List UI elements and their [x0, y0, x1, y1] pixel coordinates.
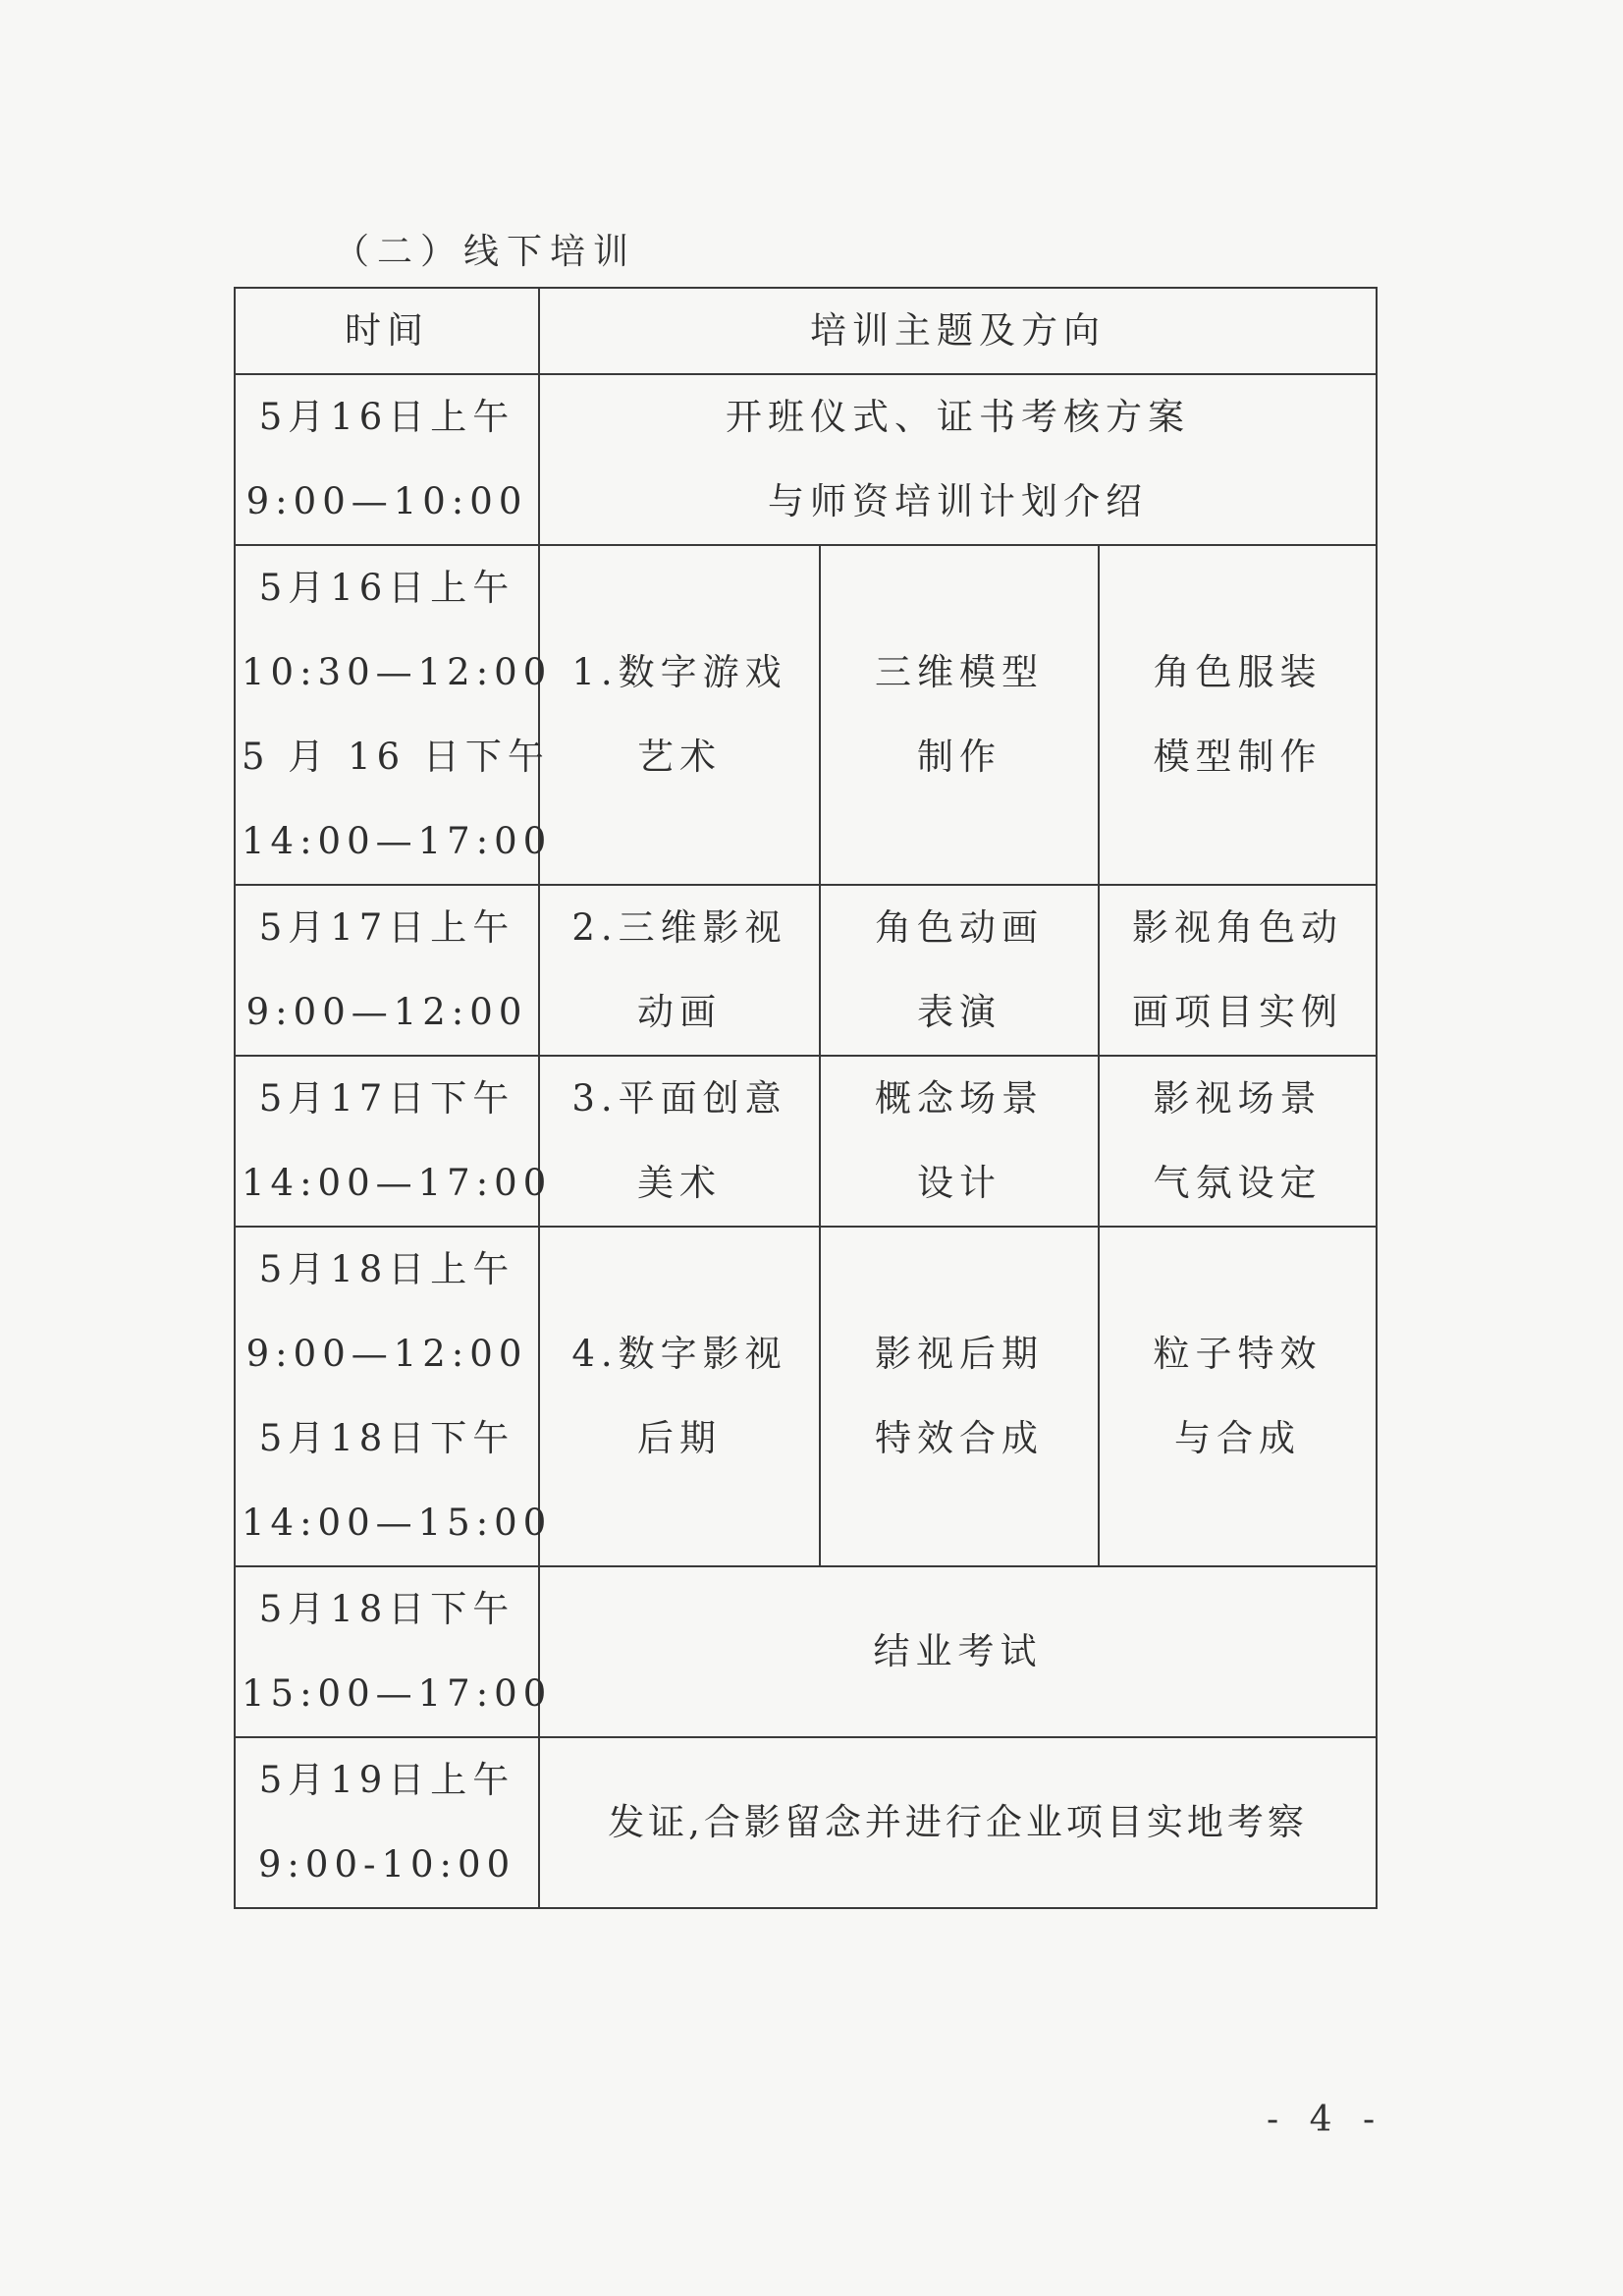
table-row	[235, 374, 1377, 545]
subtopic-cell: 概念场景 设计	[820, 1056, 1099, 1227]
subtopic-cell: 三维模型 制作	[820, 545, 1099, 885]
topic-cell: 发证,合影留念并进行企业项目实地考察	[539, 1737, 1377, 1908]
time-cell: 5月17日下午 14:00—17:00	[235, 1056, 539, 1227]
table-row	[235, 1566, 1377, 1737]
subtopic-cell: 角色服装 模型制作	[1099, 545, 1377, 885]
time-cell: 5月16日上午 10:30—12:00 5 月 16 日下午 14:00—17:00	[235, 545, 539, 885]
table-row	[235, 1227, 1377, 1566]
time-cell: 5月16日上午 9:00—10:00	[235, 374, 539, 545]
time-cell: 5月17日上午 9:00—12:00	[235, 885, 539, 1056]
time-cell: 5月18日上午 9:00—12:00 5月18日下午 14:00—15:00	[235, 1227, 539, 1566]
subtopic-cell: 影视后期 特效合成	[820, 1227, 1099, 1566]
table-header-row	[235, 288, 1377, 374]
table-row	[235, 1737, 1377, 1908]
header-topic: 培训主题及方向	[539, 288, 1377, 374]
subtopic-cell: 粒子特效 与合成	[1099, 1227, 1377, 1566]
table-row	[235, 885, 1377, 1056]
header-time: 时间	[235, 288, 539, 374]
subtopic-cell: 影视场景 气氛设定	[1099, 1056, 1377, 1227]
subtopic-cell: 影视角色动 画项目实例	[1099, 885, 1377, 1056]
topic-cell: 开班仪式、证书考核方案 与师资培训计划介绍	[539, 374, 1377, 545]
course-cell: 4.数字影视 后期	[539, 1227, 820, 1566]
time-cell: 5月18日下午 15:00—17:00	[235, 1566, 539, 1737]
training-schedule-table	[234, 287, 1378, 1909]
topic-cell: 结业考试	[539, 1566, 1377, 1737]
page-number: - 4 -	[1267, 2100, 1385, 2140]
time-cell: 5月19日上午 9:00-10:00	[235, 1737, 539, 1908]
table-row	[235, 545, 1377, 885]
course-cell: 1.数字游戏 艺术	[539, 545, 820, 885]
section-title: （二）线下培训	[334, 232, 637, 272]
subtopic-cell: 角色动画 表演	[820, 885, 1099, 1056]
table-row	[235, 1056, 1377, 1227]
course-cell: 2.三维影视 动画	[539, 885, 820, 1056]
course-cell: 3.平面创意 美术	[539, 1056, 820, 1227]
